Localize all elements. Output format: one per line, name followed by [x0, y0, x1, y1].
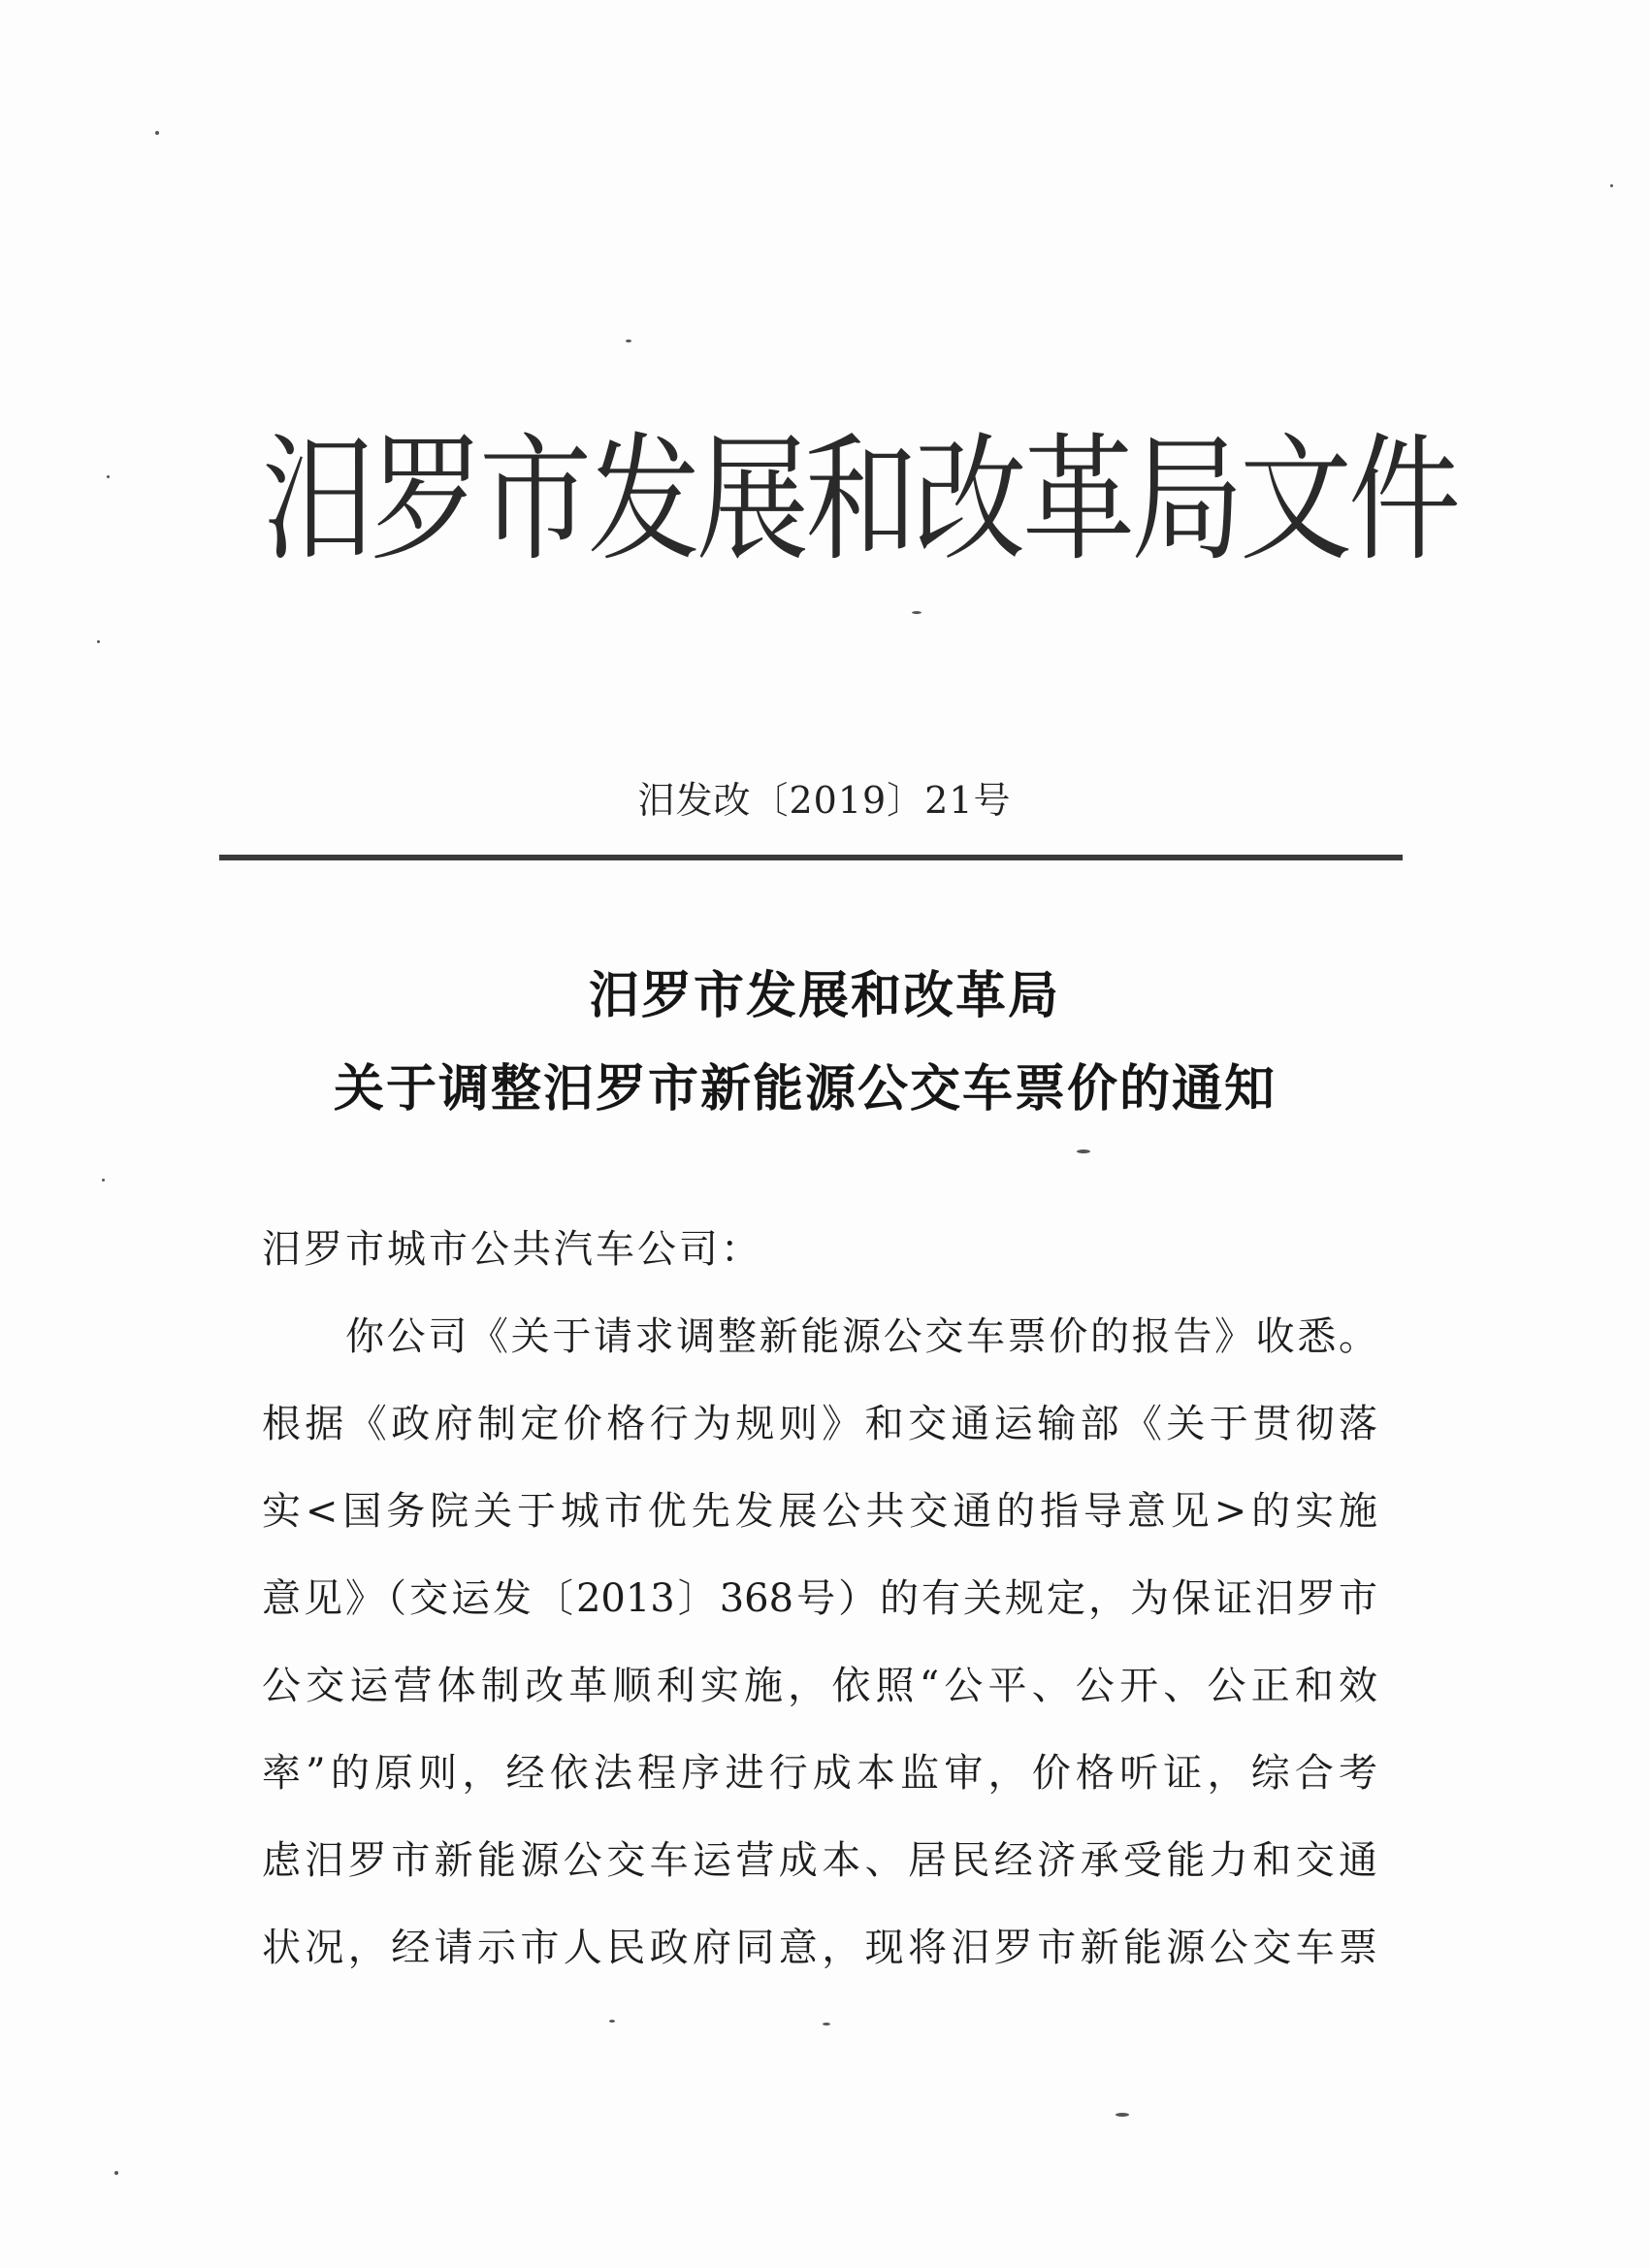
scan-speck	[107, 475, 110, 478]
document-title-line1: 汨罗市发展和改革局	[588, 967, 1060, 1025]
document-number: 汨发改〔2019〕21号	[637, 779, 1012, 822]
scan-speck	[1116, 2113, 1129, 2117]
scan-speck	[626, 340, 631, 342]
scan-speck	[912, 611, 922, 614]
scan-speck	[1610, 184, 1613, 187]
scan-speck	[114, 2171, 118, 2175]
body-line: 率”的原则，经依法程序进行成本监审，价格听证，综合考	[262, 1751, 1377, 1796]
header-divider	[219, 855, 1403, 860]
salutation: 汨罗市城市公共汽车公司：	[262, 1227, 762, 1272]
body-line: 意见》（交运发〔2013〕368号）的有关规定，为保证汨罗市	[262, 1576, 1377, 1621]
body-line: 实<国务院关于城市优先发展公共交通的指导意见>的实施	[262, 1489, 1377, 1534]
scan-speck	[1077, 1150, 1090, 1153]
body-line: 状况，经请示市人民政府同意，现将汨罗市新能源公交车票	[262, 1926, 1377, 1970]
scan-speck	[97, 640, 100, 643]
scan-speck	[102, 1179, 105, 1182]
scan-speck	[823, 2023, 830, 2025]
body-line: 根据《政府制定价格行为规则》和交通运输部《关于贯彻落	[262, 1402, 1377, 1446]
body-line: 虑汨罗市新能源公交车运营成本、居民经济承受能力和交通	[262, 1838, 1377, 1883]
document-title-line2: 关于调整汨罗市新能源公交车票价的通知	[333, 1060, 1277, 1118]
body-line: 公交运营体制改革顺利实施，依照“公平、公开、公正和效	[262, 1664, 1377, 1708]
scan-speck	[155, 131, 159, 135]
body-line: 你公司《关于请求调整新能源公交车票价的报告》收悉。	[345, 1314, 1377, 1359]
document-header: 汨罗市发展和改革局文件	[262, 420, 1457, 581]
scan-speck	[609, 2020, 615, 2023]
